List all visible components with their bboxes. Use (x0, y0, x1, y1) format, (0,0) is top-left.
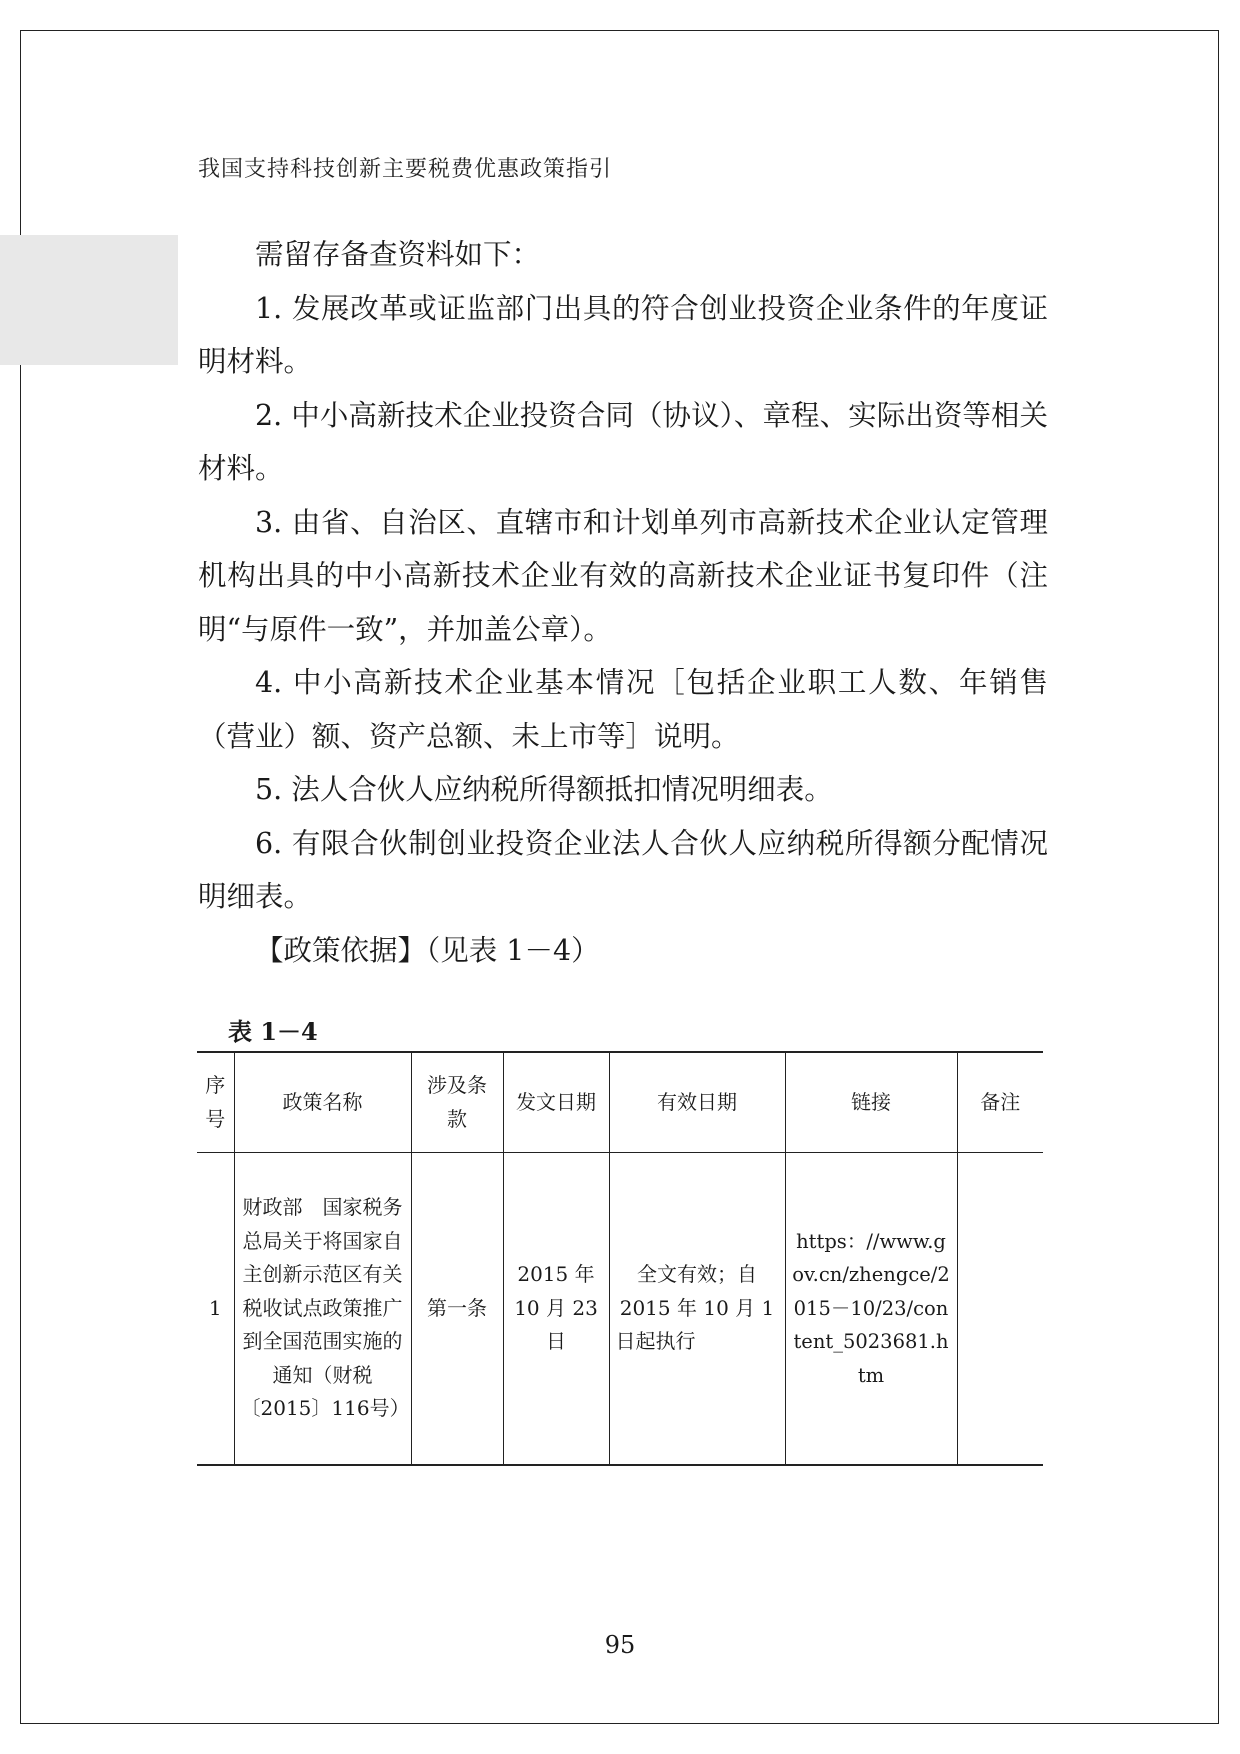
paragraph-item-3: 3. 由省、自治区、直辖市和计划单列市高新技术企业认定管理机构出具的中小高新技术企业有效的高新技术企业证书复印件（注明“与原件一致”，并加盖公章）。 (198, 505, 1048, 646)
chapter-side-tab (0, 235, 178, 365)
running-header: 我国支持科技创新主要税费优惠政策指引 (198, 157, 613, 182)
cell-effective-date: 全文有效；自 2015 年 10 月 1 日起执行 (609, 1152, 785, 1465)
header-effective: 有效日期 (609, 1052, 785, 1152)
table-header-row (197, 1052, 1043, 1152)
header-name: 政策名称 (234, 1052, 411, 1152)
header-issue-date: 发文日期 (503, 1052, 609, 1152)
table-caption: 表 1－4 (228, 1017, 318, 1046)
paragraph-intro: 需留存备查资料如下： (255, 238, 541, 271)
page-number: 95 (604, 1631, 636, 1659)
cell-remark (957, 1152, 1043, 1465)
policy-basis-heading: 【政策依据】（见表 1－4） (255, 933, 600, 967)
cell-policy-name: 财政部 国家税务总局关于将国家自主创新示范区有关税收试点政策推广到全国范围实施的通知（财税〔2015〕116号） (234, 1152, 411, 1465)
body-text (198, 228, 1048, 977)
cell-seq: 1 (197, 1152, 234, 1465)
cell-link[interactable]: https：//www.gov.cn/zhengce/2015－10/23/content_5023681.htm (785, 1152, 957, 1465)
header-link: 链接 (785, 1052, 957, 1152)
header-remark: 备注 (957, 1052, 1043, 1152)
header-seq: 序号 (197, 1052, 234, 1152)
cell-clause: 第一条 (411, 1152, 503, 1465)
paragraph-item-4: 4. 中小高新技术企业基本情况［包括企业职工人数、年销售（营业）额、资产总额、未上市等］说明。 (198, 666, 1048, 753)
paragraph-item-1: 1. 发展改革或证监部门出具的符合创业投资企业条件的年度证明材料。 (198, 291, 1048, 378)
paragraph-item-6: 6. 有限合伙制创业投资企业法人合伙人应纳税所得额分配情况明细表。 (198, 826, 1048, 913)
paragraph-item-2: 2. 中小高新技术企业投资合同（协议）、章程、实际出资等相关材料。 (198, 398, 1048, 485)
header-clause: 涉及条款 (411, 1052, 503, 1152)
cell-issue-date: 2015 年 10 月 23 日 (503, 1152, 609, 1465)
table-row (197, 1152, 1043, 1465)
paragraph-item-5: 5. 法人合伙人应纳税所得额抵扣情况明细表。 (255, 773, 833, 806)
policy-table (197, 1051, 1043, 1466)
